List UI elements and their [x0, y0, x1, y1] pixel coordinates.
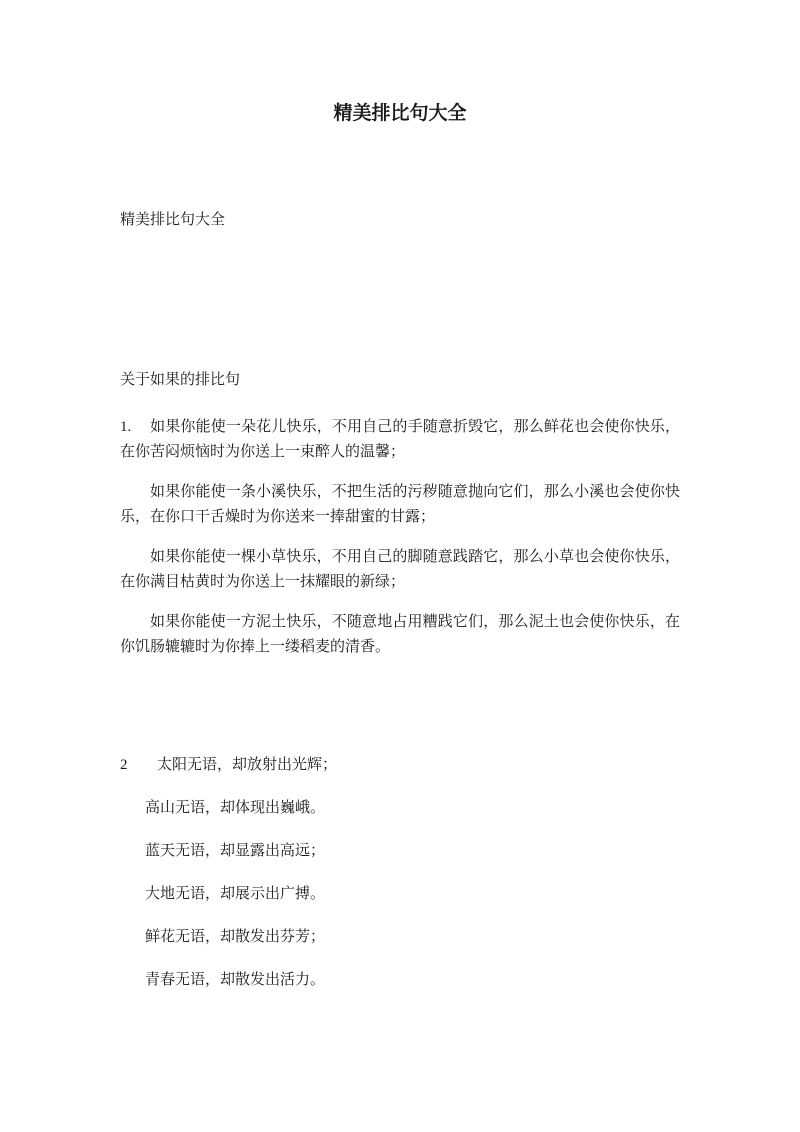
- section-1-heading: 关于如果的排比句: [120, 372, 241, 388]
- section-2-line-4: 大地无语，却展示出广搏。: [145, 886, 326, 902]
- section-2-line-6: 青春无语，却散发出活力。: [145, 972, 326, 988]
- paragraph-3: 如果你能使一棵小草快乐，不用自己的脚随意践踏它，那么小草也会使你快乐，在你满目枯黄时为你送上一抹耀眼的新绿；: [120, 549, 680, 590]
- paragraph-1: [120, 415, 680, 465]
- section-2-line-1: [120, 753, 680, 778]
- section-2-line-5: 鲜花无语，却散发出芬芳；: [145, 929, 326, 945]
- document-title: 精美排比句大全: [333, 103, 467, 124]
- list-number-1: 1.: [120, 419, 132, 435]
- paragraph-2: 如果你能使一条小溪快乐，不把生活的污秽随意抛向它们，那么小溪也会使你快乐，在你口干舌燥时为你送来一捧甜蜜的甘露；: [120, 484, 680, 525]
- section-2-line-3: 蓝天无语，却显露出高远；: [145, 843, 326, 859]
- section-2-line-1-text: 太阳无语，却放射出光辉；: [157, 757, 338, 773]
- section-2-line-2: 高山无语，却体现出巍峨。: [145, 800, 326, 816]
- document-subtitle: 精美排比句大全: [120, 212, 226, 228]
- paragraph-4: 如果你能使一方泥土快乐，不随意地占用糟践它们，那么泥土也会使你快乐，在你饥肠辘辘时为你捧上一缕稻麦的清香。: [120, 614, 680, 655]
- paragraph-1-text: 如果你能使一朵花儿快乐，不用自己的手随意折毁它，那么鲜花也会使你快乐，在你苦闷烦恼时为你送上一束醉人的温馨；: [120, 419, 680, 460]
- list-number-2: 2: [120, 757, 128, 773]
